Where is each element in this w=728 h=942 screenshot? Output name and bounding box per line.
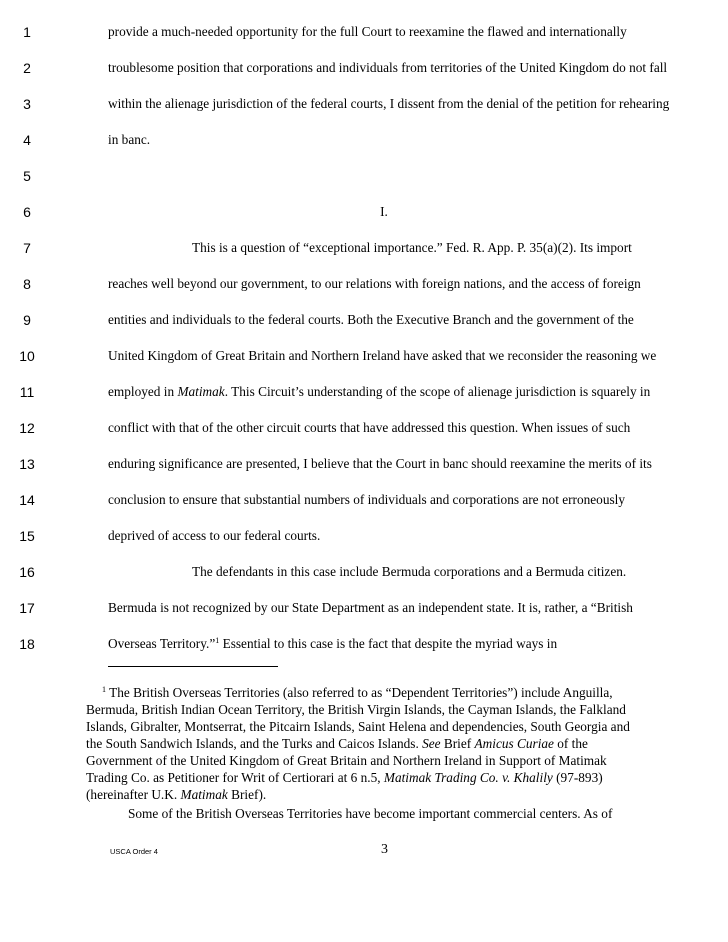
body-line: The defendants in this case include Bermuda corporations and a Bermuda citizen. xyxy=(192,564,627,579)
line-number: 6 xyxy=(23,204,31,220)
footnote-text: the South Sandwich Islands, and the Turks and Caicos Islands. xyxy=(86,736,423,751)
line-number: 9 xyxy=(23,312,31,328)
section-heading: I. xyxy=(380,204,388,219)
line-number: 4 xyxy=(23,132,31,148)
case-name-italic: Matimak xyxy=(180,787,228,802)
footnote-line xyxy=(86,769,603,786)
footnote-line: Islands, Gibralter, Montserrat, the Pitcairn Islands, Saint Helena and dependencies, South Georgia and xyxy=(86,719,630,734)
line-number: 8 xyxy=(23,276,31,292)
footer-label: USCA Order 4 xyxy=(110,847,158,856)
body-line: conclusion to ensure that substantial numbers of individuals and corporations are not erroneously xyxy=(108,492,625,507)
footnote-text: of the xyxy=(553,736,588,751)
body-line: This is a question of “exceptional importance.” Fed. R. App. P. 35(a)(2). Its import xyxy=(192,240,632,255)
footnote-text: (97-893) xyxy=(552,770,603,785)
body-line: enduring significance are presented, I believe that the Court in banc should reexamine the merits of its xyxy=(108,456,652,471)
footnote-text: Brief xyxy=(440,736,475,751)
body-text: employed in xyxy=(108,384,178,399)
line-number: 3 xyxy=(23,96,31,112)
footnote-text: Brief). xyxy=(227,787,267,802)
amicus-italic: Amicus Curiae xyxy=(474,736,554,751)
body-line: United Kingdom of Great Britain and Northern Ireland have asked that we reconsider the reasoning we xyxy=(108,348,657,363)
line-number: 14 xyxy=(19,492,35,508)
line-number: 13 xyxy=(19,456,35,472)
body-line: conflict with that of the other circuit courts that have addressed this question. When issues of such xyxy=(108,420,631,435)
body-line: in banc. xyxy=(108,132,151,147)
signal-italic: See xyxy=(422,736,441,751)
footnote-line: Some of the British Overseas Territories have become important commercial centers. As of xyxy=(128,806,613,821)
body-line: Bermuda is not recognized by our State Department as an independent state. It is, rather, a “British xyxy=(108,600,633,615)
body-line: reaches well beyond our government, to our relations with foreign nations, and the access of foreign xyxy=(108,276,641,291)
footnote-text: Trading Co. as Petitioner for Writ of Certiorari at 6 n.5, xyxy=(86,770,384,785)
body-line: deprived of access to our federal courts. xyxy=(108,528,321,543)
body-text: Overseas Territory.” xyxy=(108,636,216,651)
line-number: 16 xyxy=(19,564,35,580)
line-number: 5 xyxy=(23,168,31,184)
body-line: entities and individuals to the federal courts. Both the Executive Branch and the government of the xyxy=(108,312,634,327)
line-number: 15 xyxy=(19,528,35,544)
footnote-text: The British Overseas Territories (also referred to as “Dependent Territories”) include Anguilla, xyxy=(106,685,613,700)
body-line xyxy=(108,635,557,653)
footnote-reference[interactable]: 1 xyxy=(215,636,220,645)
footnote-line xyxy=(102,684,613,701)
case-name-italic: Matimak Trading Co. v. Khalily xyxy=(383,770,553,785)
footnote-marker: 1 xyxy=(102,685,106,694)
body-line: within the alienage jurisdiction of the federal courts, I dissent from the denial of the petition for rehearing xyxy=(108,96,670,111)
footnote-line: Government of the United Kingdom of Great Britain and Northern Ireland in Support of Matimak xyxy=(86,753,607,768)
body-line: troublesome position that corporations and individuals from territories of the United Kingdom do not fall xyxy=(108,60,668,75)
case-name-italic: Matimak xyxy=(177,384,225,399)
line-number: 7 xyxy=(23,240,31,256)
line-number: 17 xyxy=(19,600,35,616)
line-number: 11 xyxy=(19,384,35,400)
line-number: 12 xyxy=(19,420,35,436)
line-number: 2 xyxy=(23,60,31,76)
footnote-line: Bermuda, British Indian Ocean Territory, the British Virgin Islands, the Cayman Islands, the Falkland xyxy=(86,702,626,717)
footnote-line xyxy=(86,786,266,803)
line-number: 18 xyxy=(19,636,35,652)
line-number: 10 xyxy=(19,348,35,364)
footnote-separator xyxy=(108,666,278,667)
body-text: Essential to this case is the fact that despite the myriad ways in xyxy=(219,636,558,651)
footnote-line xyxy=(86,735,588,752)
line-number: 1 xyxy=(23,24,31,40)
body-line xyxy=(108,383,650,401)
footnote-text: (hereinafter U.K. xyxy=(86,787,181,802)
page-number: 3 xyxy=(381,842,388,857)
body-text: . This Circuit’s understanding of the scope of alienage jurisdiction is squarely in xyxy=(224,384,651,399)
body-line: provide a much-needed opportunity for the full Court to reexamine the flawed and internationally xyxy=(108,24,627,39)
